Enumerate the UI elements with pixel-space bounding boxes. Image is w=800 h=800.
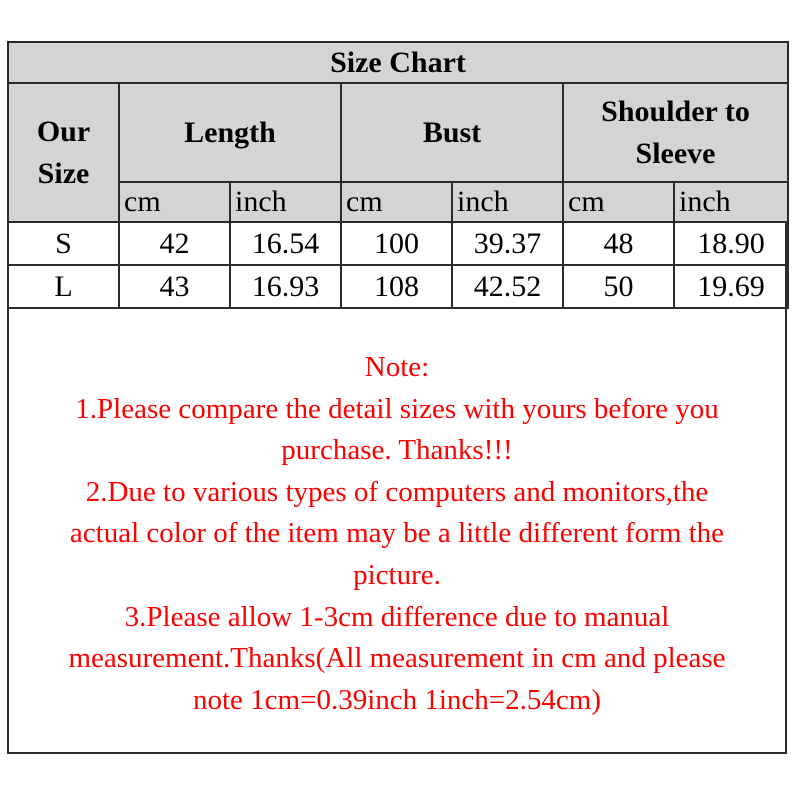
note-heading: Note: [364, 351, 430, 383]
note-line: measurement.Thanks(All measurement in cm and please [68, 642, 726, 675]
note-line: 1.Please compare the detail sizes with yours before you [75, 392, 719, 425]
unit-length-inch: inch [230, 182, 341, 222]
bust-cm-cell: 100 [341, 222, 452, 265]
note-line: purchase. Thanks!!! [281, 434, 513, 467]
unit-shoulder-inch: inch [674, 182, 788, 222]
header-shoulder-line1: Shoulder to [601, 94, 750, 128]
note-line: note 1cm=0.39inch 1inch=2.54cm) [192, 683, 601, 716]
shoulder-inch-cell: 19.69 [674, 265, 788, 308]
header-length: Length [119, 83, 341, 182]
header-our-size-line1: Our [36, 114, 91, 148]
size-chart-table [7, 41, 789, 309]
length-cm-cell: 43 [119, 265, 230, 308]
table-row [8, 222, 788, 265]
unit-bust-inch: inch [452, 182, 563, 222]
size-cell: L [8, 265, 119, 308]
bust-inch-cell: 39.37 [452, 222, 563, 265]
unit-bust-cm: cm [341, 182, 452, 222]
shoulder-cm-cell: 50 [563, 265, 674, 308]
note-line: picture. [353, 558, 441, 591]
note-line: actual color of the item may be a little different form the [69, 517, 725, 550]
unit-length-cm: cm [119, 182, 230, 222]
shoulder-inch-cell: 18.90 [674, 222, 788, 265]
bust-cm-cell: 108 [341, 265, 452, 308]
size-note [9, 347, 785, 721]
note-line: 2.Due to various types of computers and monitors,the [85, 475, 709, 508]
header-shoulder-line2: Sleeve [635, 136, 716, 170]
note-line: 3.Please allow 1-3cm difference due to manual [124, 600, 670, 633]
chart-title: Size Chart [8, 42, 788, 83]
unit-shoulder-cm: cm [563, 182, 674, 222]
shoulder-cm-cell: 48 [563, 222, 674, 265]
bust-inch-cell: 42.52 [452, 265, 563, 308]
header-bust: Bust [341, 83, 563, 182]
header-our-size-line2: Size [37, 156, 90, 190]
header-our-size [8, 83, 119, 222]
length-inch-cell: 16.54 [230, 222, 341, 265]
header-shoulder-to-sleeve [563, 83, 788, 182]
size-cell: S [8, 222, 119, 265]
length-cm-cell: 42 [119, 222, 230, 265]
length-inch-cell: 16.93 [230, 265, 341, 308]
table-row [8, 265, 788, 308]
